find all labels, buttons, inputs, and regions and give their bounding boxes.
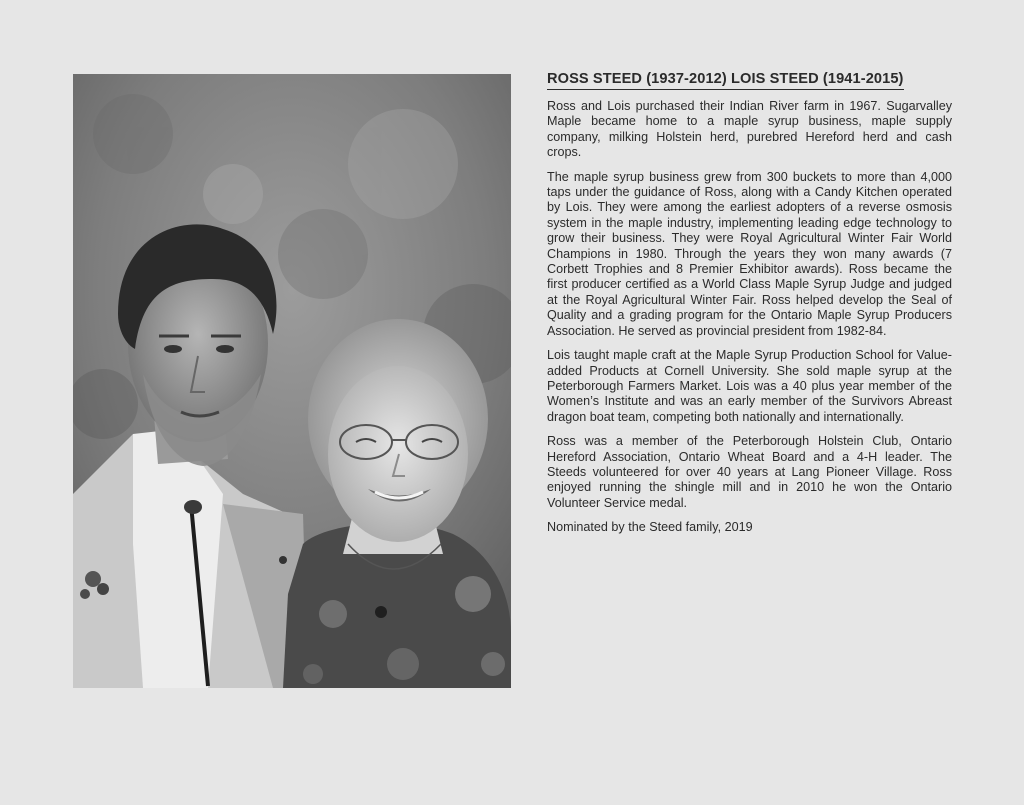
- nomination-credit: Nominated by the Steed family, 2019: [547, 520, 753, 535]
- paragraph-farm: Ross and Lois purchased their Indian River farm in 1967. Sugarvalley Maple became home to a maple syrup business, maple supply company, milking Holstein herd, purebred Hereford herd and cash crops.: [547, 99, 952, 160]
- portrait-illustration: [73, 74, 511, 688]
- paragraph-ross-community: Ross was a member of the Peterborough Holstein Club, Ontario Hereford Association, Ontario Wheat Board and a 4-H leader. The Steeds volunteered for over 40 years at Lang Pioneer Village. Ross enjoyed running the shingle mill and in 2010 he won the Ontario Volunteer Service medal.: [547, 434, 952, 510]
- portrait-photo: [73, 74, 511, 688]
- paragraph-maple-business: The maple syrup business grew from 300 buckets to more than 4,000 taps under the guidance of Ross, along with a Candy Kitchen operated by Lois. They were among the earliest adopters of a reverse osmosis system in the maple industry, implementing leading edge technology to grow their business. They were Royal Agricultural Winter Fair World Champions in 1980. Through the years they won many awards (7 Corbett Trophies and 8 Premier Exhibitor awards). Ross became the first producer certified as a World Class Maple Syrup Judge and judged at the Royal Agricultural Winter Fair. Ross helped develop the Seal of Quality and a grading program for the Ontario Maple Syrup Producers Association. He served as provincial president from 1982-84.: [547, 169, 952, 338]
- page-title: ROSS STEED (1937-2012) LOIS STEED (1941-2015): [547, 71, 904, 90]
- paragraph-lois: Lois taught maple craft at the Maple Syrup Production School for Value-added Products at Cornell University. She sold maple syrup at the Peterborough Farmers Market. Lois was a 40 plus year member of the Women’s Institute and was an early member of the Survivors Abreast dragon boat team, competing both nationally and internationally.: [547, 348, 952, 424]
- bio-text-column: [547, 70, 952, 545]
